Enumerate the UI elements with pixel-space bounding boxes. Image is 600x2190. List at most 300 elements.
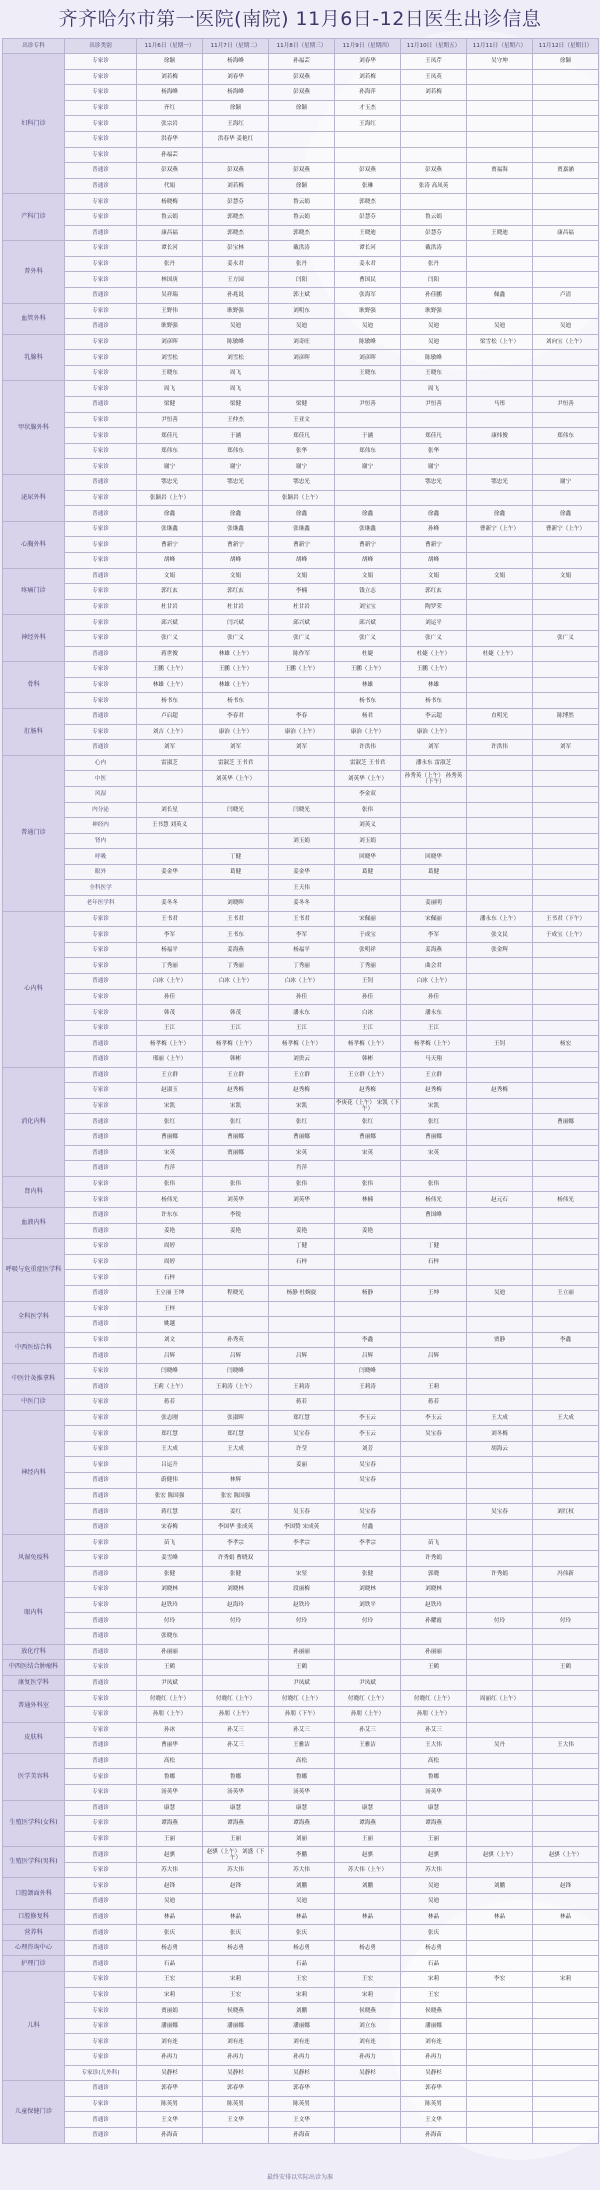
doctor-cell: 闫晓峰 xyxy=(335,1363,401,1379)
doctor-cell xyxy=(137,833,203,849)
doctor-cell xyxy=(533,537,599,553)
doctor-cell: 周丽红（上午） xyxy=(467,1691,533,1707)
doctor-cell: 林晶 xyxy=(533,1909,599,1925)
doctor-cell xyxy=(269,755,335,771)
doctor-cell xyxy=(533,677,599,693)
doctor-cell xyxy=(533,1862,599,1878)
doctor-cell: 闫兴斌 xyxy=(203,615,269,631)
doctor-cell xyxy=(467,755,533,771)
doctor-cell xyxy=(467,615,533,631)
doctor-cell: 孙耀霞 xyxy=(401,1613,467,1629)
doctor-cell xyxy=(533,2034,599,2050)
doctor-cell: 贾嘉涵 xyxy=(533,163,599,179)
visit-type-cell: 专家诊 xyxy=(65,927,137,943)
doctor-cell: 蒋世俊 xyxy=(137,646,203,662)
doctor-cell: 刘若梅 xyxy=(335,69,401,85)
doctor-cell: 刘军 xyxy=(137,740,203,756)
visit-type-cell: 专家诊 xyxy=(65,693,137,709)
doctor-cell xyxy=(533,1956,599,1972)
doctor-cell: 王文华 xyxy=(137,2112,203,2128)
doctor-cell: 李鑫 xyxy=(335,1332,401,1348)
doctor-cell: 杨志勇 xyxy=(269,1940,335,1956)
visit-type-cell: 专家诊 xyxy=(65,1660,137,1676)
doctor-cell: 张伟 xyxy=(401,1176,467,1192)
visit-type-cell: 普通诊 xyxy=(65,1067,137,1083)
doctor-cell: 杨海峰 xyxy=(203,54,269,70)
doctor-cell xyxy=(269,786,335,802)
doctor-cell: 吕辉 xyxy=(269,1348,335,1364)
doctor-cell: 杜甘岩 xyxy=(203,599,269,615)
doctor-cell xyxy=(533,833,599,849)
department-cell: 心胸外科 xyxy=(3,521,65,568)
doctor-cell: 孙朋（上午） xyxy=(401,1706,467,1722)
doctor-cell: 汤英华 xyxy=(203,1784,269,1800)
doctor-cell: 鲁云娟 xyxy=(137,209,203,225)
table-row xyxy=(3,958,599,974)
table-row xyxy=(3,350,599,366)
doctor-cell: 刘有连 xyxy=(335,2034,401,2050)
doctor-cell: 冯伟新 xyxy=(533,1566,599,1582)
doctor-cell xyxy=(533,2018,599,2034)
doctor-cell xyxy=(467,2096,533,2112)
doctor-cell: 汤英华 xyxy=(401,1784,467,1800)
table-row xyxy=(3,1816,599,1832)
doctor-cell: 苏大伟 xyxy=(203,1862,269,1878)
visit-type-cell: 专家诊 xyxy=(65,1005,137,1021)
doctor-cell: 胡峰 xyxy=(335,553,401,569)
doctor-cell xyxy=(533,2096,599,2112)
doctor-cell xyxy=(533,1519,599,1535)
visit-type-cell: 专家诊 xyxy=(65,194,137,210)
doctor-cell: 雷淑芝 王书君 xyxy=(203,755,269,771)
department-cell: 放化疗科 xyxy=(3,1644,65,1660)
doctor-cell: 闫阳 xyxy=(269,272,335,288)
doctor-cell: 许洪伟 xyxy=(335,740,401,756)
doctor-cell: 曹新宁 xyxy=(203,537,269,553)
doctor-cell: 徐颖 xyxy=(269,178,335,194)
page-title: 齐齐哈尔市第一医院(南院) 11月6日-12日医生出诊信息 xyxy=(58,8,542,30)
department-cell: 医学美容科 xyxy=(3,1753,65,1800)
doctor-cell xyxy=(335,490,401,506)
table-row xyxy=(3,662,599,678)
table-row xyxy=(3,2065,599,2081)
doctor-cell: 孙佳 xyxy=(401,989,467,1005)
column-header: 11月11日（星期六） xyxy=(467,39,533,54)
visit-type-cell: 专家诊 xyxy=(65,1831,137,1847)
doctor-cell: 孙秀英（上午） 孙秀英（下午） xyxy=(401,771,467,787)
table-row xyxy=(3,2112,599,2128)
doctor-cell: 宋英 xyxy=(401,1145,467,1161)
doctor-cell: 张健 xyxy=(137,1566,203,1582)
doctor-cell xyxy=(467,802,533,818)
doctor-cell: 林雄（上午） xyxy=(137,677,203,693)
table-row xyxy=(3,1738,599,1754)
doctor-cell: 王雅洁 xyxy=(269,1738,335,1754)
doctor-cell: 李军 xyxy=(401,927,467,943)
doctor-cell xyxy=(533,1769,599,1785)
doctor-cell: 吴静杉 xyxy=(137,2065,203,2081)
doctor-cell: 郑伟东 xyxy=(203,443,269,459)
doctor-cell xyxy=(335,2081,401,2097)
visit-type-cell: 普通诊 xyxy=(65,1207,137,1223)
table-row xyxy=(3,428,599,444)
doctor-cell: 侯晓燕 xyxy=(335,2003,401,2019)
doctor-cell: 孙朋（上午） xyxy=(335,1706,401,1722)
doctor-cell: 李孝宗 xyxy=(269,1535,335,1551)
visit-type-cell: 普通诊 xyxy=(65,287,137,303)
visit-type-cell: 呼吸 xyxy=(65,849,137,865)
doctor-cell xyxy=(467,724,533,740)
doctor-cell: 林晶 xyxy=(137,1909,203,1925)
doctor-cell: 王晓东 xyxy=(401,365,467,381)
doctor-cell: 王鹤 xyxy=(533,1660,599,1676)
doctor-cell: 贾丽娜 xyxy=(203,1145,269,1161)
visit-type-cell: 专家诊 xyxy=(65,1410,137,1426)
doctor-cell: 吴迪 xyxy=(401,334,467,350)
doctor-cell: 杨孝梅（上午） xyxy=(269,1036,335,1052)
doctor-cell: 宋凯 xyxy=(203,1098,269,1114)
doctor-cell: 潘丽娜 xyxy=(203,2018,269,2034)
doctor-cell: 刘若梅 xyxy=(203,178,269,194)
department-cell: 中医针灸推拿科 xyxy=(3,1363,65,1394)
doctor-cell xyxy=(467,2018,533,2034)
doctor-cell: 李锐 xyxy=(203,1207,269,1223)
doctor-cell xyxy=(467,1317,533,1333)
doctor-cell: 杨静 xyxy=(335,1285,401,1301)
doctor-cell xyxy=(401,147,467,163)
doctor-cell: 李玉云 xyxy=(401,1410,467,1426)
doctor-cell: 孙海苗 xyxy=(269,2127,335,2143)
visit-type-cell: 专家诊 xyxy=(65,1878,137,1894)
doctor-cell: 李玉云 xyxy=(335,1426,401,1442)
doctor-cell: 郭春华 xyxy=(269,2081,335,2097)
visit-type-cell: 专家诊 xyxy=(65,537,137,553)
doctor-cell: 王晓东 xyxy=(137,365,203,381)
doctor-cell: 尹恒善 xyxy=(137,412,203,428)
doctor-cell: 宋莉 xyxy=(401,1972,467,1988)
table-row xyxy=(3,1987,599,2003)
doctor-cell: 郑佳凡 xyxy=(137,428,203,444)
doctor-cell xyxy=(467,194,533,210)
doctor-cell: 王鹏（上午） xyxy=(137,662,203,678)
table-row xyxy=(3,1847,599,1863)
doctor-cell: 姜丽明 xyxy=(401,896,467,912)
doctor-cell: 张继鑫 xyxy=(269,521,335,537)
doctor-cell: 姜永君 xyxy=(203,256,269,272)
doctor-cell: 陈英男 xyxy=(203,2096,269,2112)
table-row xyxy=(3,833,599,849)
doctor-cell xyxy=(203,1675,269,1691)
table-row xyxy=(3,365,599,381)
doctor-cell: 郭红玄 xyxy=(401,584,467,600)
doctor-cell xyxy=(401,1504,467,1520)
table-row xyxy=(3,553,599,569)
doctor-cell: 赵骐（上午） xyxy=(467,1847,533,1863)
doctor-cell: 闫晓光 xyxy=(269,802,335,818)
doctor-cell xyxy=(335,1270,401,1286)
visit-type-cell: 普通诊 xyxy=(65,1738,137,1754)
doctor-cell xyxy=(533,1441,599,1457)
doctor-cell xyxy=(467,537,533,553)
doctor-cell: 张明祥 xyxy=(335,942,401,958)
doctor-cell xyxy=(335,381,401,397)
visit-type-cell: 普通诊 xyxy=(65,1052,137,1068)
doctor-cell xyxy=(467,974,533,990)
doctor-cell: 刘鹏 xyxy=(269,2003,335,2019)
doctor-cell xyxy=(467,1597,533,1613)
doctor-cell: 宋莉 xyxy=(137,1987,203,2003)
doctor-cell xyxy=(467,1706,533,1722)
doctor-cell: 白冰（上午） xyxy=(401,974,467,990)
doctor-cell: 曹新宁（上午） xyxy=(467,521,533,537)
table-row xyxy=(3,1535,599,1551)
doctor-cell: 谢宁 xyxy=(137,459,203,475)
visit-type-cell: 专家诊 xyxy=(65,1363,137,1379)
doctor-cell: 赵铁玲 xyxy=(269,1597,335,1613)
doctor-cell: 王晓迪 xyxy=(335,225,401,241)
doctor-cell: 刘有连 xyxy=(401,2034,467,2050)
doctor-cell: 汤英华 xyxy=(137,1784,203,1800)
department-cell: 心理咨询中心 xyxy=(3,1940,65,1956)
table-row xyxy=(3,412,599,428)
table-row xyxy=(3,1628,599,1644)
doctor-cell xyxy=(467,1769,533,1785)
table-row xyxy=(3,1831,599,1847)
doctor-cell: 李庚花（上午） 宋凯（下午） xyxy=(335,1100,400,1113)
department-cell: 康复医学科 xyxy=(3,1675,65,1691)
table-row xyxy=(3,1145,599,1161)
doctor-cell: 陈英男 xyxy=(137,2096,203,2112)
doctor-cell: 苏大伟（上午） xyxy=(335,1862,401,1878)
table-row xyxy=(3,1052,599,1068)
doctor-cell: 杨福平 xyxy=(269,942,335,958)
doctor-cell xyxy=(269,131,335,147)
visit-type-cell: 专家诊 xyxy=(65,615,137,631)
doctor-cell xyxy=(401,786,467,802)
doctor-cell: 王文华 xyxy=(203,2112,269,2128)
doctor-cell: 尹恒善 xyxy=(533,397,599,413)
visit-type-cell: 普通诊 xyxy=(65,1519,137,1535)
table-row xyxy=(3,1769,599,1785)
department-cell: 皮肤科 xyxy=(3,1722,65,1753)
table-row xyxy=(3,1582,599,1598)
visit-type-cell: 普通诊 xyxy=(65,1675,137,1691)
doctor-cell xyxy=(533,1675,599,1691)
doctor-cell: 刘军 xyxy=(401,740,467,756)
doctor-cell: 苏大伟 xyxy=(401,1862,467,1878)
doctor-cell xyxy=(203,490,269,506)
doctor-cell: 鲁娜 xyxy=(401,1769,467,1785)
doctor-cell: 赵秀梅 xyxy=(401,1083,467,1099)
doctor-cell: 郭春华 xyxy=(401,2081,467,2097)
doctor-cell: 吕辉 xyxy=(335,1348,401,1364)
doctor-cell xyxy=(401,194,467,210)
doctor-cell: 梁健 xyxy=(137,397,203,413)
visit-type-cell: 专家诊 xyxy=(65,85,137,101)
doctor-cell: 张华 xyxy=(401,443,467,459)
doctor-cell xyxy=(533,1473,599,1489)
visit-type-cell: 普通诊 xyxy=(65,1909,137,1925)
doctor-cell xyxy=(533,85,599,101)
doctor-cell: 曹新宁 xyxy=(137,537,203,553)
doctor-cell xyxy=(269,1488,335,1504)
doctor-cell xyxy=(467,1800,533,1816)
table-row xyxy=(3,54,599,70)
visit-type-cell: 普通诊 xyxy=(65,1940,137,1956)
visit-type-cell: 普通诊 xyxy=(65,1753,137,1769)
doctor-cell: 孙艾三 xyxy=(269,1722,335,1738)
doctor-cell: 李楠 xyxy=(269,584,335,600)
doctor-cell: 王书君 xyxy=(269,911,335,927)
doctor-cell: 耿野强 xyxy=(335,303,401,319)
doctor-cell xyxy=(467,1784,533,1800)
doctor-cell: 孙佳 xyxy=(137,989,203,1005)
department-cell: 护理门诊 xyxy=(3,1956,65,1972)
doctor-cell: 韩茂 xyxy=(137,1005,203,1021)
doctor-cell: 刘晓林 xyxy=(203,1582,269,1598)
doctor-cell: 张庆 xyxy=(203,1925,269,1941)
doctor-cell: 于成宝（上午） xyxy=(533,927,599,943)
doctor-cell xyxy=(467,1457,533,1473)
table-row xyxy=(3,69,599,85)
doctor-cell: 杨君 xyxy=(335,708,401,724)
doctor-cell: 石梓 xyxy=(401,1254,467,1270)
doctor-cell: 付玲 xyxy=(335,1613,401,1629)
doctor-cell: 张伟 xyxy=(335,802,401,818)
table-row xyxy=(3,1504,599,1520)
doctor-cell xyxy=(533,1925,599,1941)
doctor-cell xyxy=(335,1769,401,1785)
doctor-cell: 杨孝梅（上午） xyxy=(137,1036,203,1052)
doctor-cell: 张健 xyxy=(335,1566,401,1582)
doctor-cell xyxy=(467,1005,533,1021)
visit-type-cell: 专家诊 xyxy=(65,1582,137,1598)
doctor-cell: 康治（上午） xyxy=(269,724,335,740)
doctor-cell: 刘英华（上午） xyxy=(335,771,401,787)
doctor-cell: 康慧 xyxy=(401,1800,467,1816)
visit-type-cell: 普通诊 xyxy=(65,2127,137,2143)
visit-type-cell: 专家诊 xyxy=(65,2003,137,2019)
visit-type-cell: 专家诊 xyxy=(65,381,137,397)
doctor-cell xyxy=(533,755,599,771)
doctor-cell xyxy=(203,1301,269,1317)
doctor-cell: 肖萍 xyxy=(269,1161,335,1177)
doctor-cell: 王梓 xyxy=(137,1301,203,1317)
doctor-cell: 曹新宁 xyxy=(401,537,467,553)
table-row xyxy=(3,1239,599,1255)
doctor-cell: 闫阳 xyxy=(401,272,467,288)
table-row xyxy=(3,802,599,818)
doctor-cell: 陈英男 xyxy=(269,2096,335,2112)
doctor-cell xyxy=(533,272,599,288)
doctor-cell: 韩彬 xyxy=(203,1052,269,1068)
doctor-cell: 孙再力 xyxy=(401,2050,467,2066)
doctor-cell xyxy=(533,1691,599,1707)
doctor-cell xyxy=(467,69,533,85)
department-cell: 全科医学科 xyxy=(3,1301,65,1332)
doctor-cell: 孙再力 xyxy=(137,2050,203,2066)
doctor-cell xyxy=(467,2003,533,2019)
doctor-cell xyxy=(533,1800,599,1816)
doctor-cell xyxy=(203,147,269,163)
doctor-cell: 刘铁平 xyxy=(335,1597,401,1613)
visit-type-cell: 普通诊 xyxy=(65,319,137,335)
doctor-cell: 王立丽 王坤 xyxy=(137,1285,203,1301)
doctor-cell xyxy=(467,365,533,381)
doctor-cell: 赵骐 xyxy=(335,1847,401,1863)
doctor-cell: 吕辉 xyxy=(137,1348,203,1364)
visit-type-cell: 专家诊 xyxy=(65,1332,137,1348)
doctor-cell: 苏大伟 xyxy=(137,1862,203,1878)
doctor-cell xyxy=(467,662,533,678)
doctor-cell: 吴迪 xyxy=(335,319,401,335)
doctor-cell xyxy=(401,833,467,849)
doctor-cell: 吴祥瑞 xyxy=(137,287,203,303)
visit-type-cell: 普通诊 xyxy=(65,1925,137,1941)
doctor-cell: 梁雪松（上午） xyxy=(467,334,533,350)
doctor-cell xyxy=(467,771,533,787)
doctor-cell: 孙艾三 xyxy=(401,1722,467,1738)
doctor-cell: 王宏 xyxy=(335,1972,401,1988)
doctor-cell: 代娟 xyxy=(137,178,203,194)
doctor-cell: 郑伟东 xyxy=(335,443,401,459)
visit-type-cell: 普通诊 xyxy=(65,1161,137,1177)
doctor-cell xyxy=(533,864,599,880)
doctor-cell: 蒋若 xyxy=(269,1395,335,1411)
doctor-cell: 高松 xyxy=(269,1753,335,1769)
doctor-cell: 孙再力 xyxy=(269,2050,335,2066)
visit-type-cell: 专家诊 xyxy=(65,272,137,288)
department-cell: 甲状腺外科 xyxy=(3,381,65,475)
doctor-cell: 李军 xyxy=(137,927,203,943)
doctor-cell: 吕运升 xyxy=(137,1457,203,1473)
visit-type-cell: 普通诊 xyxy=(65,1488,137,1504)
visit-type-cell: 专家诊 xyxy=(65,1192,137,1208)
doctor-cell xyxy=(533,1535,599,1551)
doctor-cell: 孙兆说 xyxy=(203,287,269,303)
table-row xyxy=(3,1223,599,1239)
visit-type-cell: 专家诊 xyxy=(65,1862,137,1878)
doctor-cell xyxy=(335,2096,401,2112)
visit-type-cell: 专家诊 xyxy=(65,1597,137,1613)
table-row xyxy=(3,1176,599,1192)
doctor-cell xyxy=(467,1473,533,1489)
doctor-cell: 齐红 xyxy=(137,100,203,116)
doctor-cell: 周飞 xyxy=(203,381,269,397)
doctor-cell: 徐颖 xyxy=(137,54,203,70)
doctor-cell: 刘若梅 xyxy=(137,69,203,85)
doctor-cell xyxy=(467,1940,533,1956)
doctor-cell: 杨福平 xyxy=(137,942,203,958)
visit-type-cell: 普通诊 xyxy=(65,2112,137,2128)
table-row xyxy=(3,287,599,303)
table-row xyxy=(3,1722,599,1738)
visit-type-cell: 神经内 xyxy=(65,818,137,834)
doctor-cell: 谢宁 xyxy=(203,459,269,475)
doctor-cell: 胡峰 xyxy=(401,553,467,569)
doctor-cell xyxy=(203,1660,269,1676)
doctor-cell: 邱兴斌 xyxy=(137,615,203,631)
table-row xyxy=(3,1956,599,1972)
doctor-cell: 孙再力 xyxy=(335,2050,401,2066)
doctor-cell xyxy=(269,1332,335,1348)
doctor-cell: 王莉 xyxy=(401,1379,467,1395)
doctor-cell: 王宏 xyxy=(269,1972,335,1988)
doctor-cell: 王莉涛 xyxy=(335,1379,401,1395)
doctor-cell: 戴洪涛 xyxy=(401,241,467,257)
doctor-cell: 付玲 xyxy=(467,1613,533,1629)
visit-type-cell: 专家诊 xyxy=(65,1769,137,1785)
